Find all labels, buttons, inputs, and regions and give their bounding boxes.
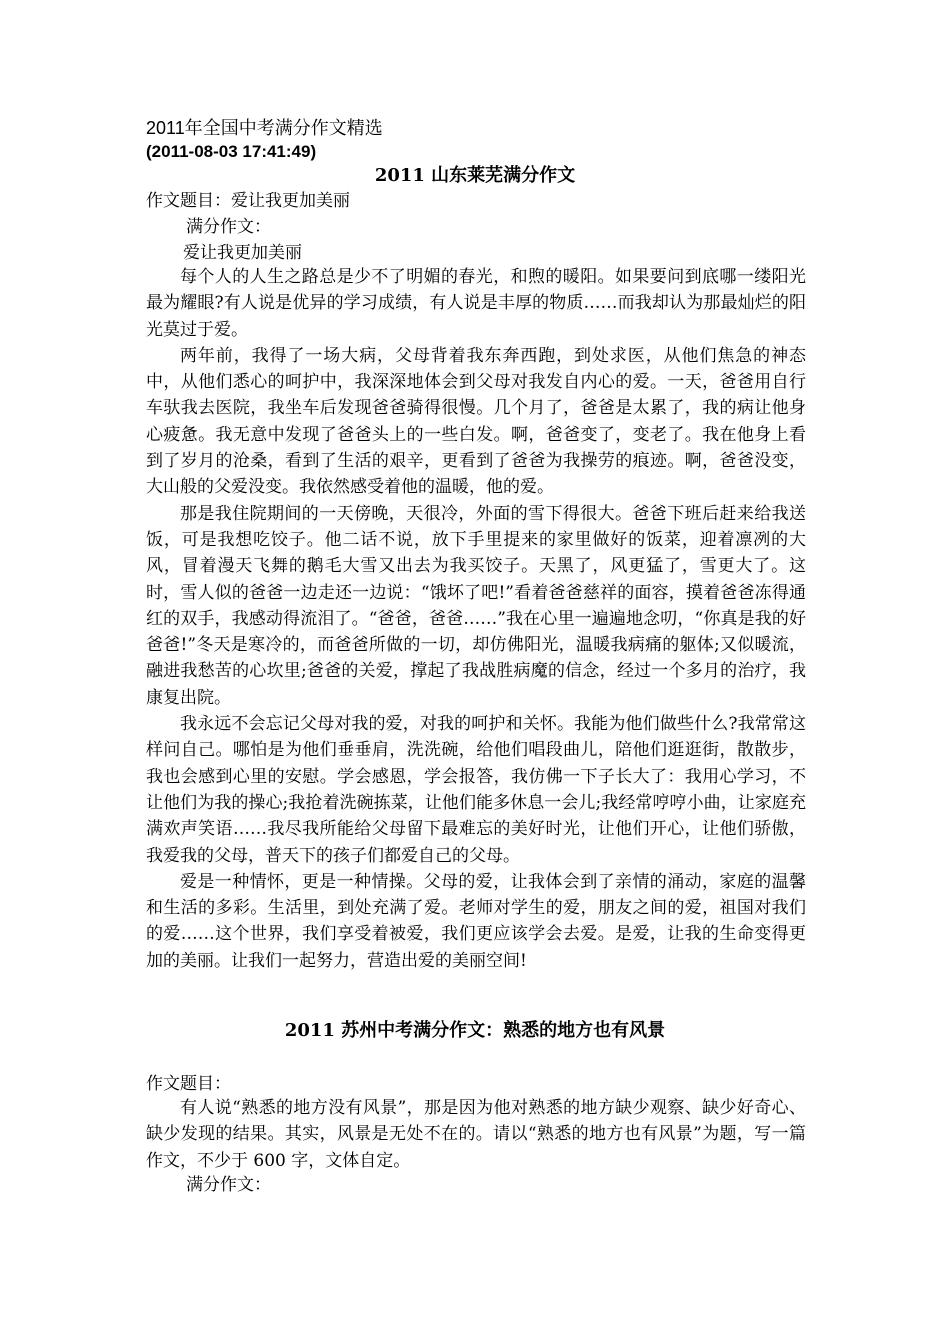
essay1-paragraph: 我永远不会忘记父母对我的爱，对我的呵护和关怀。我能为他们做些什么?我常常这样问自己。哪怕是为他们垂垂肩，洗洗碗，给他们唱段曲儿，陪他们逛逛街，散散步，我也会感到心里的安慰。学会感恩，学会报答，我仿佛一下子长大了：我用心学习，不让他们为我的操心;我抢着洗碗拣菜，让他们能多休息一会儿;我经常哼哼小曲，让家庭充满欢声笑语……我尽我所能给父母留下最难忘的美好时光，让他们开心，让他们骄傲，我爱我的父母，普天下的孩子们都爱自己的父母。: [146, 714, 806, 866]
essay1-paragraph: 每个人的人生之路总是少不了明媚的春光，和煦的暖阳。如果要问到底哪一缕阳光最为耀眼?有人说是优异的学习成绩，有人说是丰厚的物质……而我却认为那最灿烂的阳光莫过于爱。: [146, 267, 806, 340]
essay1-topic-line: 作文题目：爱让我更加美丽: [146, 191, 350, 210]
essay2-prompt: 有人说“熟悉的地方没有风景”，那是因为他对熟悉的地方缺少观察、缺少好奇心、缺少发现的结果。其实，风景是无处不在的。请以“熟悉的地方也有风景”为题，写一篇作文，不少于 600 字，文体自定。: [146, 1098, 806, 1171]
essay1-paragraph: 爱是一种情怀，更是一种情操。父母的爱，让我体会到了亲情的涌动，家庭的温馨和生活的多彩。生活里，到处充满了爱。老师对学生的爱，朋友之间的爱，祖国对我们的爱……这个世界，我们享受着被爱，我们更应该学会去爱。是爱，让我的生命变得更加的美丽。让我们一起努力，营造出爱的美丽空间!: [146, 871, 806, 971]
document-title: 2011年全国中考满分作文精选: [146, 118, 383, 138]
essay1-full-marks-label: 满分作文：: [186, 217, 271, 236]
post-timestamp: (2011-08-03 17:41:49): [146, 142, 317, 161]
essay1-paragraph: 两年前，我得了一场大病，父母背着我东奔西跑，到处求医，从他们焦急的神态中，从他们悉心的呵护中，我深深地体会到父母对我发自内心的爱。一天，爸爸用自行车驮我去医院，我坐车后发现爸爸骑得很慢。几个月了，爸爸是太累了，我的病让他身心疲惫。我无意中发现了爸爸头上的一些白发。啊，爸爸变了，变老了。我在他身上看到了岁月的沧桑，看到了生活的艰辛，更看到了爸爸为我操劳的痕迹。啊，爸爸没变，大山般的父爱没变。我依然感受着他的温暖，他的爱。: [146, 345, 806, 498]
essay1-body: [146, 264, 806, 974]
essay1-title: 爱让我更加美丽: [183, 243, 302, 262]
essay2-heading: 2011 苏州中考满分作文：熟悉的地方也有风景: [284, 1020, 666, 1041]
essay2-body: [146, 1095, 806, 1174]
essay2-full-marks-label: 满分作文：: [186, 1175, 271, 1195]
essay2-topic-label: 作文题目：: [146, 1074, 231, 1094]
essay1-heading: 2011 山东莱芜满分作文: [374, 165, 576, 186]
essay1-paragraph: 那是我住院期间的一天傍晚，天很冷，外面的雪下得很大。爸爸下班后赶来给我送饭，可是我想吃饺子。他二话不说，放下手里提来的家里做好的饭菜，迎着凛冽的大风，冒着漫天飞舞的鹅毛大雪又出去为我买饺子。天黑了，风更猛了，雪更大了。这时，雪人似的爸爸一边走还一边说：“饿坏了吧!”看着爸爸慈祥的面容，摸着爸爸冻得通红的双手，我感动得流泪了。“爸爸，爸爸……”我在心里一遍遍地念叨，“你真是我的好爸爸!”冬天是寒冷的，而爸爸所做的一切，却仿佛阳光，温暖我病痛的躯体;又似暖流，融进我愁苦的心坎里;爸爸的关爱，撑起了我战胜病魔的信念，经过一个多月的治疗，我康复出院。: [146, 503, 806, 708]
